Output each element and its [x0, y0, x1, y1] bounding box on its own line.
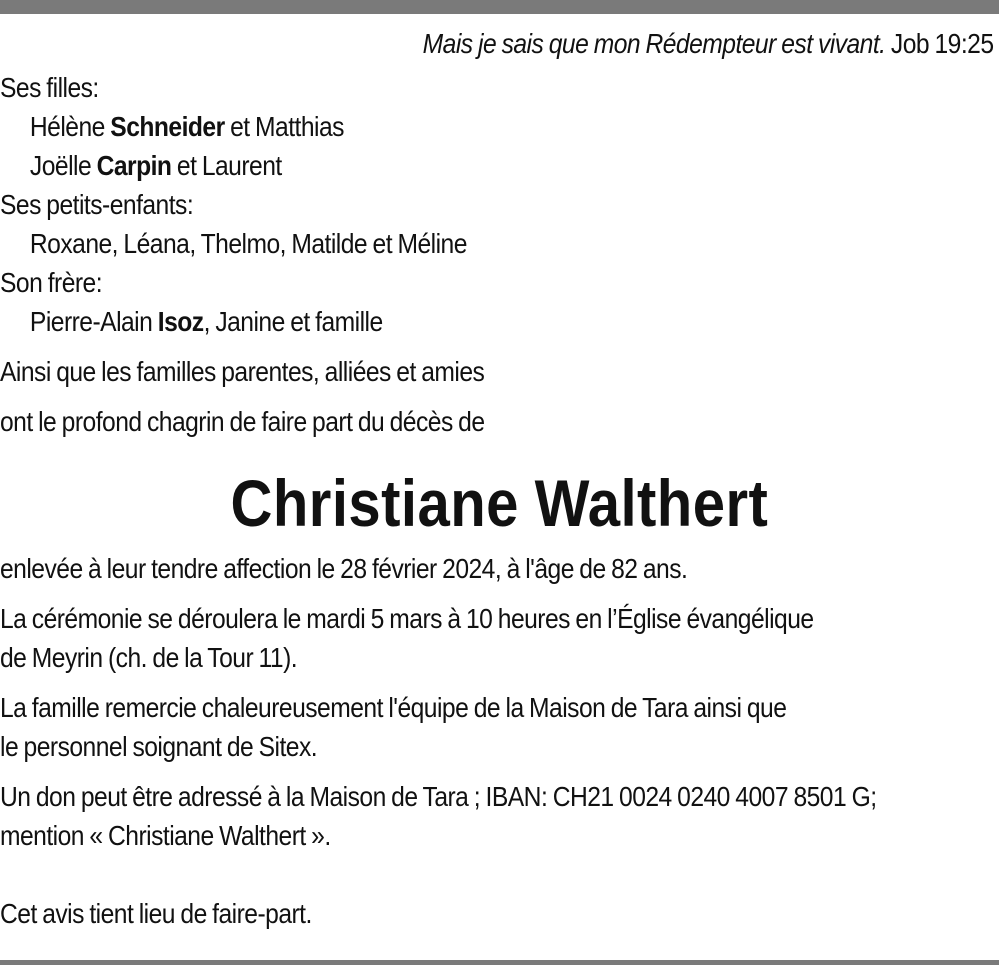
brother-last: Isoz: [157, 306, 204, 337]
brother-names: [0, 302, 999, 341]
thanks-line-2: le personnel soignant de Sitex.: [0, 731, 318, 762]
verse-quote: Mais je sais que mon Rédempteur est vivant.: [422, 28, 886, 59]
daughter-2-rest: et Laurent: [176, 150, 282, 181]
daughter-2-first: Joëlle: [29, 150, 92, 181]
passing-paragraph: [0, 549, 999, 588]
daughter-1-first: Hélène: [29, 111, 105, 142]
grandchildren-names: Roxane, Léana, Thelmo, Matilde et Méline: [29, 228, 467, 259]
daughter-2: [0, 146, 999, 185]
announcement-text: ont le profond chagrin de faire part du décès de: [0, 406, 485, 437]
obituary-notice: [0, 24, 999, 933]
deceased-name: Christiane Walthert: [230, 466, 769, 540]
grandchildren-heading: Ses petits-enfants:: [0, 189, 194, 220]
daughter-1: [0, 107, 999, 146]
ceremony-line-2: de Meyrin (ch. de la Tour 11).: [0, 642, 298, 673]
blank-line: [0, 855, 999, 894]
verse-reference: Job 19:25: [890, 28, 994, 59]
ceremony-line-1: La cérémonie se déroulera le mardi 5 mars à 10 heures en l’Église évangélique: [0, 603, 814, 634]
daughter-1-last: Schneider: [110, 111, 225, 142]
daughters-heading: Ses filles:: [0, 72, 99, 103]
closing-text: Cet avis tient lieu de faire-part.: [0, 898, 312, 929]
brother-rest: , Janine et famille: [203, 306, 383, 337]
other-families: Ainsi que les familles parentes, alliées et amies: [0, 356, 485, 387]
donation-line-1: Un don peut être adressé à la Maison de Tara ; IBAN: CH21 0024 0240 4007 8501 G;: [0, 781, 877, 812]
thanks-paragraph: [0, 688, 999, 766]
bottom-rule: [0, 960, 999, 965]
brother-heading: Son frère:: [0, 267, 103, 298]
donation-line-2: mention « Christiane Walthert ».: [0, 820, 331, 851]
daughter-1-rest: et Matthias: [230, 111, 344, 142]
passing-text: enlevée à leur tendre affection le 28 février 2024, à l'âge de 82 ans.: [0, 553, 688, 584]
thanks-line-1: La famille remercie chaleureusement l'équipe de la Maison de Tara ainsi que: [0, 692, 787, 723]
bible-verse: [0, 24, 999, 68]
brother-first: Pierre-Alain: [29, 306, 153, 337]
donation-paragraph: [0, 777, 999, 855]
top-rule: [0, 0, 999, 14]
ceremony-paragraph: [0, 599, 999, 677]
daughter-2-last: Carpin: [96, 150, 172, 181]
